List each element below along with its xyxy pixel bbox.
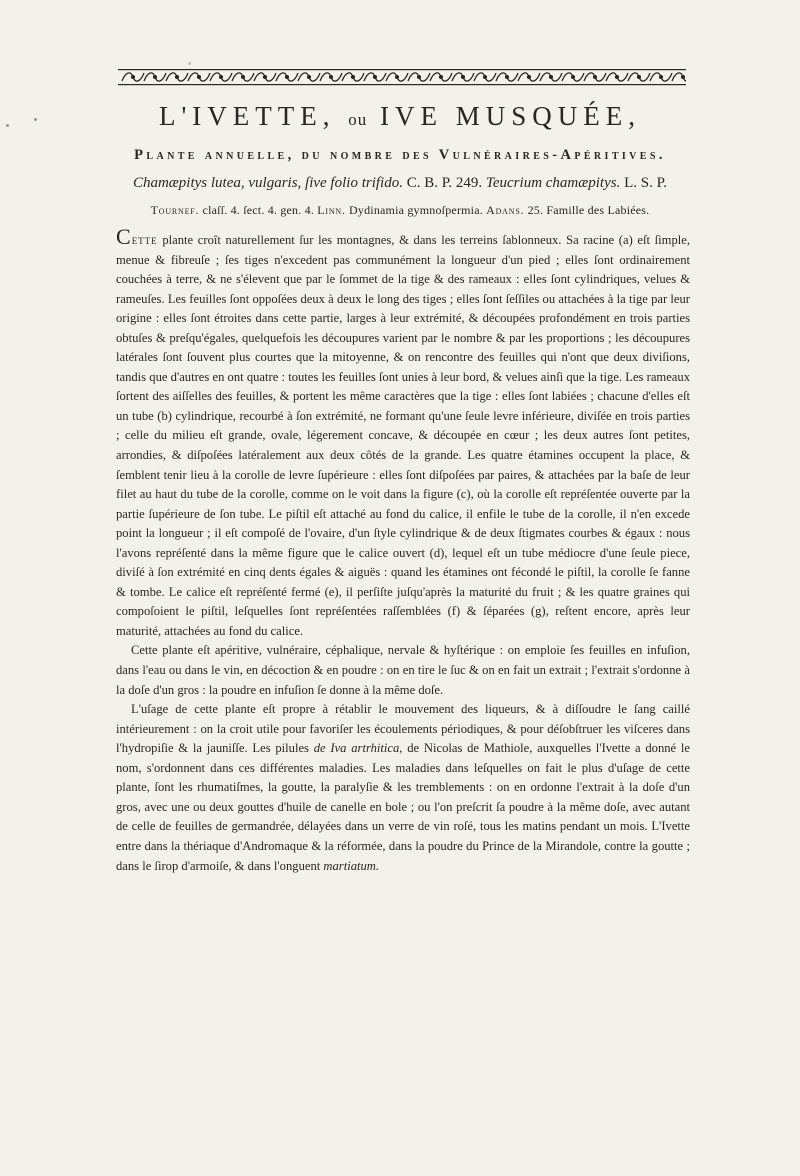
paragraph-usage-italic-b: martiatum. bbox=[323, 858, 380, 873]
dropcap: C bbox=[116, 224, 132, 249]
page-title bbox=[0, 100, 800, 136]
title-main: L'IVETTE, bbox=[158, 101, 336, 131]
paper-speck bbox=[6, 124, 9, 127]
body-text bbox=[116, 224, 691, 876]
paper-speck bbox=[188, 62, 191, 65]
classif-author-adanson: Adans. bbox=[486, 203, 525, 217]
lead-word: ette bbox=[131, 233, 158, 247]
paragraph-usage-text-a: L'uſage de cette plante eſt propre à rétablir le mouvement des liqueurs, & à diſſoudre le ſang caillé intérieurement : on la croit utile pour favoriſer les écoulements périodiques, & pour déſobſtruer les viſceres dans l'hydropiſie & la jauniſſe. Les pilules bbox=[116, 702, 690, 756]
paragraph-properties: Cette plante eſt apéritive, vulnéraire, céphalique, nervale & hyſtérique : on emploie ſes feuilles en infuſion, dans l'eau ou dans le vin, en décoction & en poudre : on en tire le ſuc & on en fait un extrait ; l'extrait s'ordonne à la doſe d'un gros : la poudre en infuſion ſe donne à la même doſe. bbox=[116, 643, 690, 697]
classif-adanson: 25. Famille des Labiées. bbox=[527, 203, 650, 217]
latin-name-linnaeus: Teucrium chamæpitys. bbox=[485, 175, 621, 191]
classif-author-linnaeus: Linn. bbox=[317, 203, 346, 217]
latin-names bbox=[0, 172, 800, 194]
paragraph-description bbox=[116, 224, 690, 641]
classification bbox=[0, 201, 800, 219]
latin-name-bauhin: Chamæpitys lutea, vulgaris, ſive folio trifido. bbox=[132, 175, 403, 191]
classif-tournefort: claſſ. 4. ſect. 4. gen. 4. bbox=[202, 203, 315, 217]
paragraph-usage-italic-a: de Iva artrhitica, bbox=[313, 741, 403, 756]
classif-linnaeus: Dydinamia gymnoſpermia. bbox=[349, 203, 483, 217]
paragraph-usage-text-b: de Nicolas de Mathiole, auxquelles l'Ivette a donné le nom, s'ordonnent dans ces différentes maladies. Les maladies dans leſquelles on fait le plus d'uſage de cette plante, ſont les rhumatiſmes, la goutte, la paralyſie & les tremblements : on en ordonne l'extrait à la doſe d'un gros, avec une ou deux gouttes d'huile de canelle en bole ; ou l'on preſcrit ſa poudre à la même doſe, avec autant de celle de feuilles de germandrée, délayées dans un verre de vin roſé, tous les matins pendant un mois. L'Ivette entre dans la thériaque d'Andromaque & la réformée, dans la poudre du Prince de la Mirandole, contre la goutte ; dans le ſirop d'armoiſe, & dans l'onguent bbox=[116, 741, 691, 873]
paragraph-description-text: plante croît naturellement ſur les montagnes, & dans les terreins ſablonneux. Sa racine (a) eſt ſimple, menue & fibreuſe ; ſes tiges n'excedent pas communément la longueur d'un pied ; elles ſont ordinairement couchées à terre, & ne s'élevent que par le ſommet de la tige & des rameaux : elles ſont cylindriques, velues & rameuſes. Les feuilles ſont oppoſées deux à deux le long des tiges ; elles ſont ſeſſiles ou attachées à la tige par leur origine : elles ſont étroites dans cette partie, larges à leur extrémité, & découpées profondément en trois parties obtuſes & preſqu'égales, quelquefois les découpures varient par le nombre & par les proportions ; les découpures latérales ſont ſouvent plus courtes que la mitoyenne, & on rencontre des feuilles qui n'ont que deux diviſions, tandis que d'autres en ont quatre : toutes les feuilles ſont unies à leur bord, & velues ainſi que la tige. Les rameaux ſortent des aiſſelles des feuilles, & portent les même caractères que la tige : elles ſont labiées ; chacune d'elles eſt un tube (b) cylindrique, recourbé à ſon extrémité, ne formant qu'une ſeule levre inférieure, diviſée en trois parties ; celle du milieu eſt grande, ovale, légerement concave, & découpée en cœur ; les deux autres ſont petites, arrondies, & diſpoſées latéralement aux deux côtés de la grande. Les quatre étamines occupent la place, & ſemblent tenir lieu à la corolle de levre ſupérieure : elles ſont diſpoſées par paires, & attachées par la baſe de leur filet au haut du tube de la corolle, comme on le voit dans la figure (c), où la corolle eſt repréſentée ouverte par la partie ſupérieure de ſon tube. Le piſtil eſt attaché au fond du calice, il enfile le tube de la corolle, il n'en excede point la longueur ; il eſt compoſé de l'ovaire, d'un ſtyle cylindrique & de deux ſtigmates courbes & égaux : nous l'avons repréſenté dans la même figure que le calice ouvert (d), lequel eſt un tube médiocre d'une ſeule piece, diviſé à ſon extrémité en cinq dents égales & aiguës : quand les étamines ont fécondé le piſtil, la corolle ſe fanne & tombe. Le calice eſt repréſenté fermé (e), il perſiſte juſqu'après la maturité du fruit ; & les quatre graines qui compoſoient le piſtil, leſquelles ſont repréſentées raſſemblées (f) & ſéparées (g), reſtent encore, après leur maturité, attachées au fond du calice. bbox=[116, 233, 690, 638]
paper-speck bbox=[34, 118, 37, 121]
subtitle: Plante annuelle, du nombre des Vulnéraires-Apéritives. bbox=[134, 147, 666, 163]
latin-ref-linnaeus: L. S. P. bbox=[624, 175, 668, 191]
title-ou: ou bbox=[348, 110, 368, 129]
classif-author-tournefort: Tournef. bbox=[150, 203, 200, 217]
title-end: IVE MUSQUÉE, bbox=[380, 101, 642, 131]
paragraph-usage bbox=[116, 700, 690, 876]
latin-ref-bauhin: C. B. P. 249. bbox=[406, 175, 483, 191]
ornament-band bbox=[118, 66, 686, 88]
